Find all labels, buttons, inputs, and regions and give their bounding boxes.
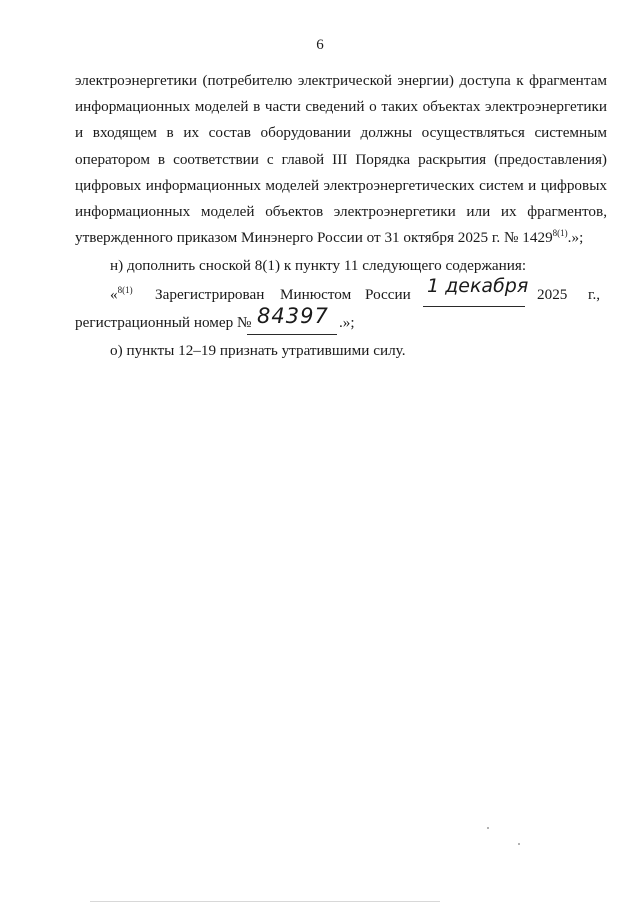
word-minjust: Минюстом xyxy=(280,285,352,303)
year: 2025 xyxy=(537,285,568,303)
item-o: о) пункты 12–19 признать утратившими силу. xyxy=(110,342,406,359)
handwritten-number: 84397 xyxy=(257,303,329,328)
word-registered: Зарегистрирован xyxy=(155,285,265,303)
text-line: и входящем в их состав оборудовании должны осуществляться системным xyxy=(75,124,607,142)
scan-speck xyxy=(518,843,520,845)
open-quote: « xyxy=(110,285,118,303)
footnote-marker: 8(1) xyxy=(552,228,568,239)
text-line-last xyxy=(75,225,607,251)
footnote-open xyxy=(110,282,133,308)
scan-edge-line xyxy=(90,901,440,902)
date-signature-field xyxy=(423,274,529,307)
registration-end: .»; xyxy=(339,313,355,331)
closing-punctuation: .»; xyxy=(567,229,584,247)
item-n: н) дополнить сноской 8(1) к пункту 11 следующего содержания: xyxy=(110,257,527,275)
text-line: информационных моделей в части сведений о таких объектах электроэнергетики xyxy=(75,98,607,116)
page-number: 6 xyxy=(316,37,324,53)
order-reference: утвержденного приказом Минэнерго России от 31 октября 2025 г. № 1429 xyxy=(75,229,553,247)
document-body xyxy=(75,68,607,364)
word-russia: России xyxy=(365,285,411,303)
text-line: электроэнергетики (потребителю электрической энергии) доступа к фрагментам xyxy=(75,72,607,89)
footnote-sup: 8(1) xyxy=(117,284,133,295)
registration-label: регистрационный номер № xyxy=(75,313,252,331)
scan-speck xyxy=(487,827,489,829)
paragraph-continuation xyxy=(75,68,607,251)
registration-line xyxy=(75,303,607,336)
footnote-line xyxy=(75,274,607,308)
number-signature-field xyxy=(247,303,337,335)
year-suffix: г., xyxy=(588,285,601,303)
text-line: цифровых информационных моделей электроэнергетических систем и цифровых xyxy=(75,176,607,194)
handwritten-date: 1 декабря xyxy=(427,274,529,297)
text-line: оператором в соответствии с главой III Порядка раскрытия (предоставления) xyxy=(75,150,607,168)
text-line: информационных моделей объектов электроэнергетики или их фрагментов, xyxy=(75,203,607,221)
